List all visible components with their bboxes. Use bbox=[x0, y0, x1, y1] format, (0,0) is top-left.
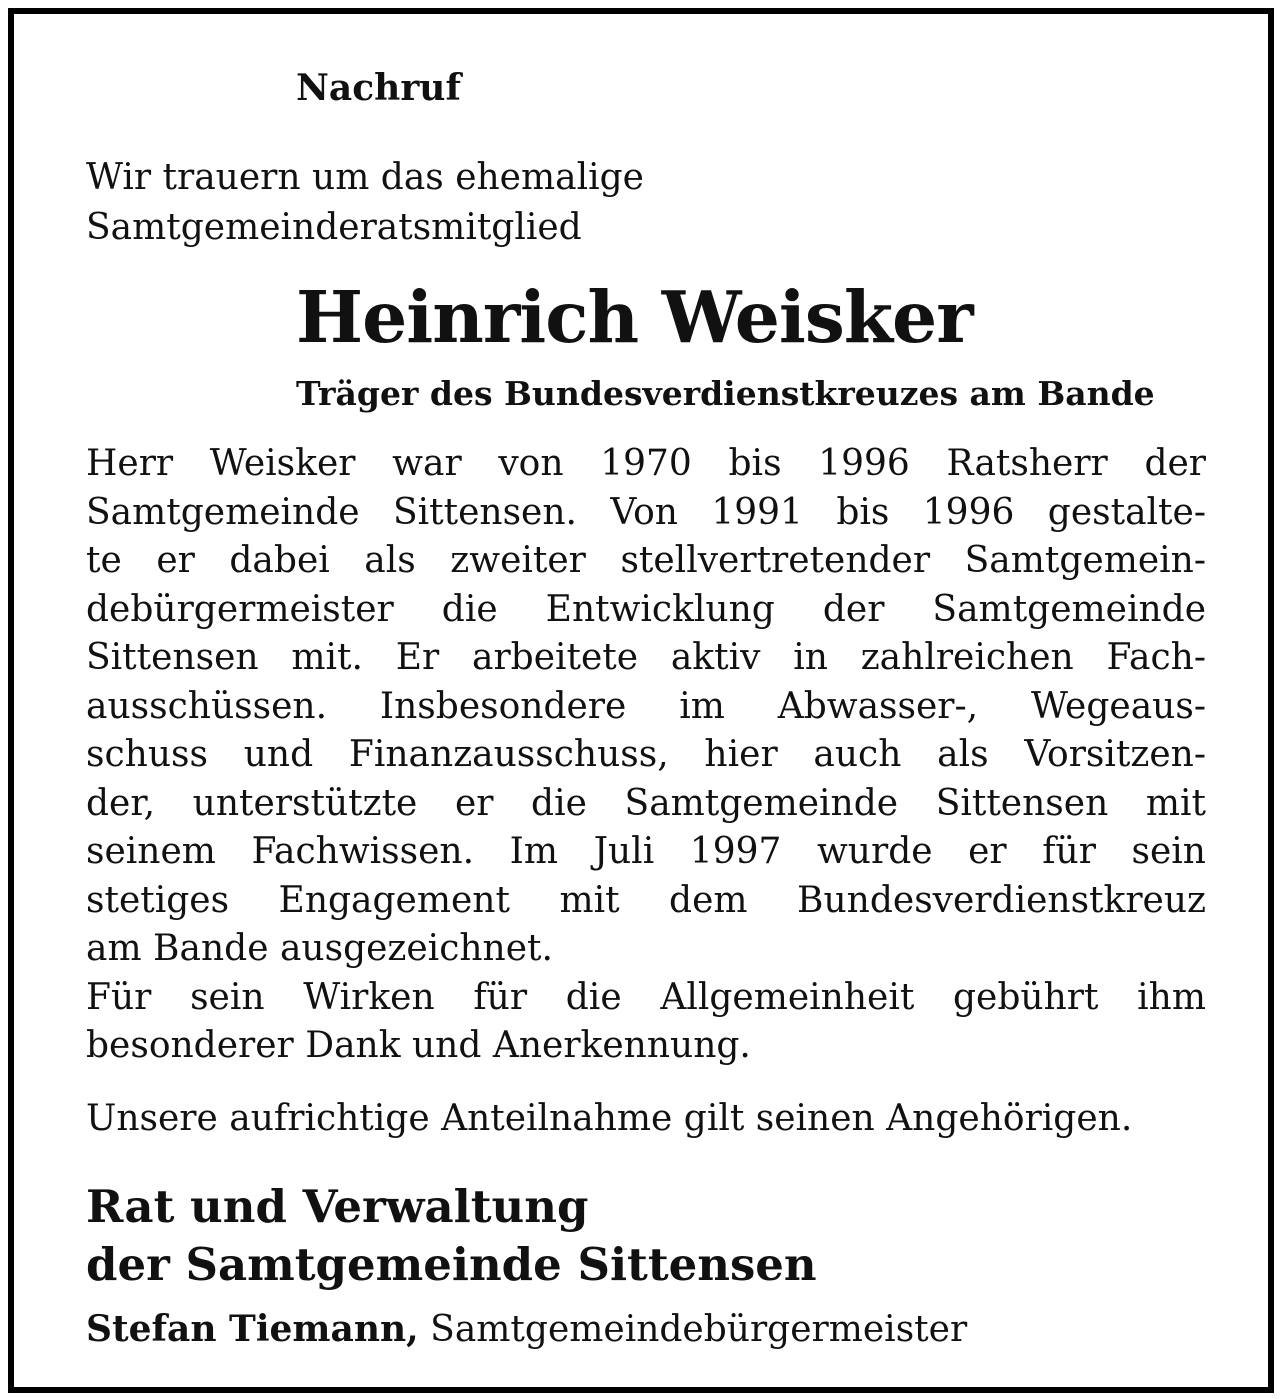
honor-line: Träger des Bundesverdienstkreuzes am Bande bbox=[296, 374, 1155, 413]
body-line: debürgermeister die Entwicklung der Samtgemeinde bbox=[86, 588, 1206, 630]
organization-line: Rat und Verwaltung bbox=[86, 1180, 589, 1233]
body-line: schuss und Finanzausschuss, hier auch als Vorsitzen- bbox=[86, 734, 1206, 775]
body-line: Sittensen mit. Er arbeitete aktiv in zahlreichen Fach- bbox=[86, 637, 1206, 678]
body-line: der, unterstützte er die Samtgemeinde Sittensen mit bbox=[86, 782, 1206, 824]
organization-line: der Samtgemeinde Sittensen bbox=[86, 1238, 817, 1291]
deceased-name: Heinrich Weisker bbox=[296, 275, 973, 359]
signer-name: Stefan Tiemann, bbox=[86, 1308, 419, 1350]
body-line: am Bande ausgezeichnet. bbox=[86, 928, 553, 969]
intro-text bbox=[86, 153, 644, 253]
organization-name bbox=[86, 1178, 817, 1294]
body-text bbox=[86, 440, 1206, 1071]
condolence-line: Unsere aufrichtige Anteilnahme gilt seinen Angehörigen. bbox=[86, 1098, 1133, 1139]
notice-frame bbox=[8, 8, 1274, 1393]
body-line: Herr Weisker war von 1970 bis 1996 Ratsherr der bbox=[86, 443, 1206, 484]
intro-line: Samtgemeinderatsmitglied bbox=[86, 207, 582, 248]
notice-heading: Nachruf bbox=[296, 67, 461, 109]
signer-title: Samtgemeindebürgermeister bbox=[430, 1309, 968, 1350]
body-line: seinem Fachwissen. Im Juli 1997 wurde er für sein bbox=[86, 831, 1206, 872]
body-line: ausschüssen. Insbesondere im Abwasser-, Wegeaus- bbox=[86, 685, 1206, 727]
signer-line bbox=[86, 1304, 967, 1355]
body-line: stetiges Engagement mit dem Bundesverdienstkreuz bbox=[86, 879, 1206, 921]
body-line: besonderer Dank und Anerkennung. bbox=[86, 1025, 751, 1066]
body-line: Samtgemeinde Sittensen. Von 1991 bis 1996 gestalte- bbox=[86, 491, 1206, 533]
body-line: Für sein Wirken für die Allgemeinheit gebührt ihm bbox=[86, 976, 1206, 1018]
body-line: te er dabei als zweiter stellvertretender Samtgemein- bbox=[86, 540, 1206, 581]
intro-line: Wir trauern um das ehemalige bbox=[86, 157, 644, 198]
